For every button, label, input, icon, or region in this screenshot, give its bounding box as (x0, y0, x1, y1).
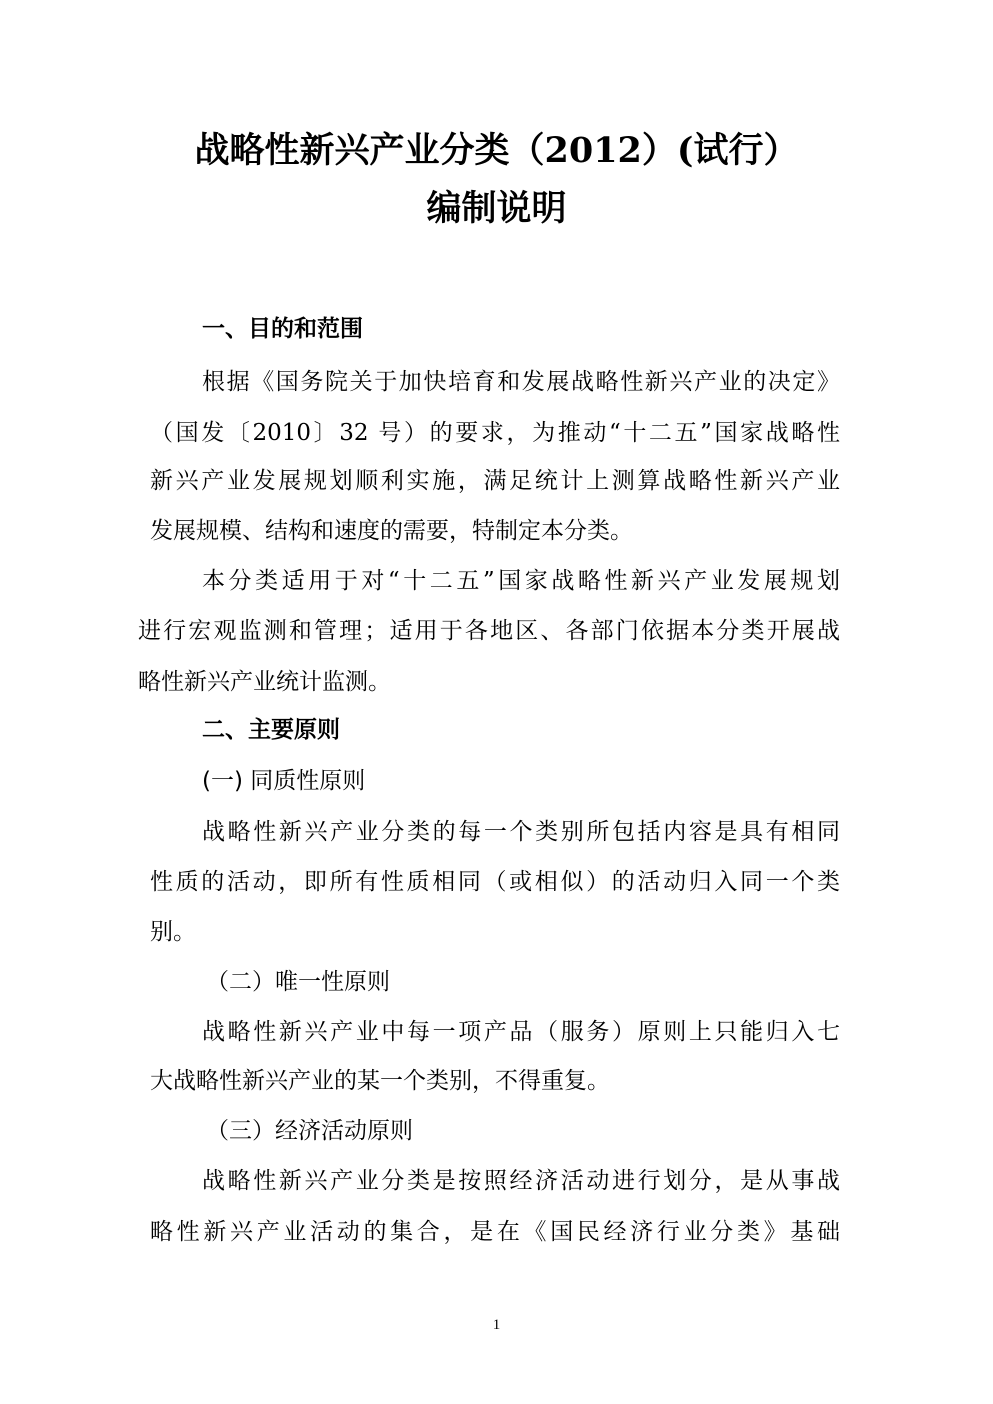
paragraph-line: （国发〔2010〕32 号）的要求，为推动“十二五”国家战略性 (150, 420, 840, 446)
paragraph-line: 性质的活动，即所有性质相同（或相似）的活动归入同一个类 (150, 869, 840, 895)
document-title: 战略性新兴产业分类（2012）(试行） (194, 130, 799, 171)
paragraph-line: 别。 (150, 919, 196, 945)
section-heading-purpose-scope: 一、目的和范围 (202, 316, 363, 342)
paragraph-line: 本分类适用于对“十二五”国家战略性新兴产业发展规划 (202, 568, 840, 594)
paragraph-line: 战略性新兴产业分类是按照经济活动进行划分，是从事战 (202, 1168, 840, 1194)
paragraph-line: 略性新兴产业活动的集合，是在《国民经济行业分类》基础 (150, 1219, 840, 1245)
paragraph-line: 战略性新兴产业中每一项产品（服务）原则上只能归入七 (202, 1019, 840, 1045)
document-subtitle: 编制说明 (426, 188, 567, 229)
subsection-heading-homogeneity: (一) 同质性原则 (202, 768, 366, 794)
section-heading-main-principles: 二、主要原则 (202, 717, 340, 743)
subsection-heading-uniqueness: （二）唯一性原则 (206, 969, 390, 995)
paragraph-line: 进行宏观监测和管理；适用于各地区、各部门依据本分类开展战 (138, 618, 840, 644)
paragraph-line: 新兴产业发展规划顺利实施，满足统计上测算战略性新兴产业 (150, 468, 840, 494)
subsection-heading-economic-activity: （三）经济活动原则 (206, 1118, 413, 1144)
page-number: 1 (492, 1317, 501, 1333)
paragraph-line: 根据《国务院关于加快培育和发展战略性新兴产业的决定》 (202, 369, 840, 395)
paragraph-line: 发展规模、结构和速度的需要，特制定本分类。 (150, 518, 633, 544)
paragraph-line: 大战略性新兴产业的某一个类别，不得重复。 (150, 1068, 610, 1094)
paragraph-line: 略性新兴产业统计监测。 (138, 669, 391, 695)
paragraph-line: 战略性新兴产业分类的每一个类别所包括内容是具有相同 (202, 819, 840, 845)
